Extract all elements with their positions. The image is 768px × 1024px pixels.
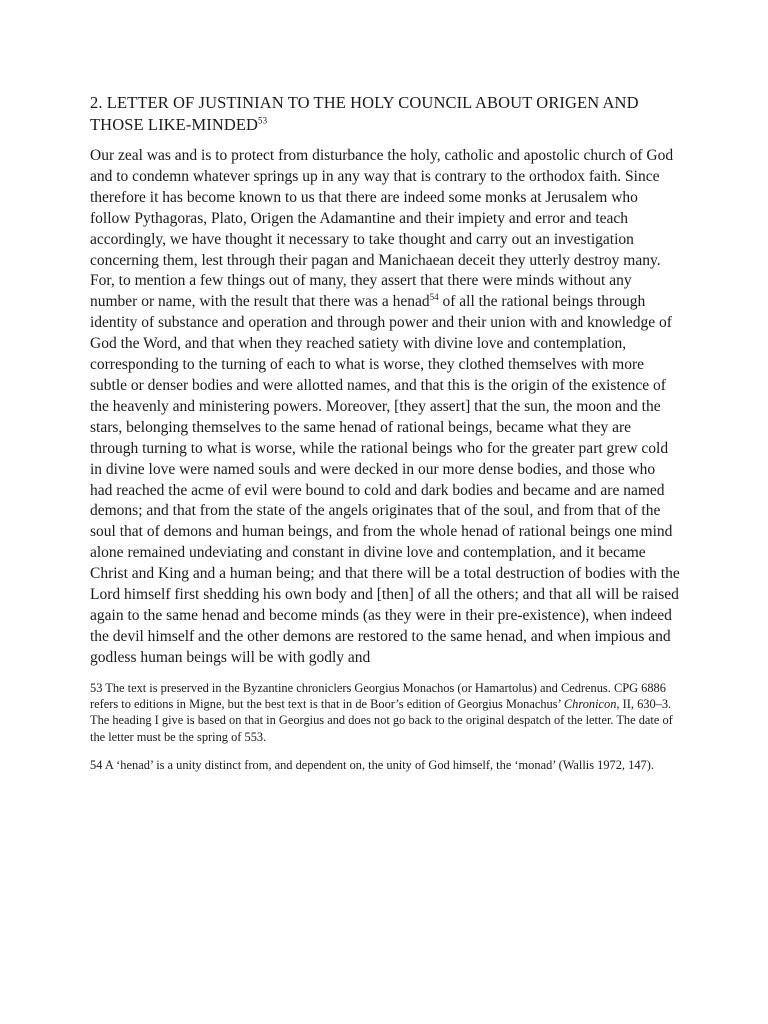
footnote-number: 54 [90,758,103,773]
footnote-text: A ‘henad’ is a unity distinct from, and dependent on, the unity of God himself, the ‘monad’ (Wallis 1972, 147). [104,758,654,773]
footnote-ref-53[interactable]: 53 [258,115,268,126]
body-text-part-2: of all the rational beings through identity of substance and operation and through power and their union with and knowledge of God the Word, and that when they reached satiety with divine love and contemplation, corresponding to the turning of each to what is worse, they clothed themselves with more subtle or denser bodies and were allotted names, and that this is the origin of the existence of the heavenly and ministering powers. Moreover, [they assert] that the sun, the moon and the stars, belonging themselves to the same henad of rational beings, became what they are through turning to what is worse, while the rational beings who for the greater part grew cold in divine love were named souls and were decked in our more dense bodies, and those who had reached the acme of evil were bound to cold and dark bodies and became and are named demons; and that from the state of the angels originates that of the soul, and from that of the soul that of demons and human beings, and from the whole henad of rational beings one mind alone remained undeviating and constant in divine love and contemplation, and it became Christ and King and a human being; and that there will be a total destruction of bodies with the Lord himself first shedding his own body and [then] of all the others; and that all will be raised again to the same henad and become minds (as they were in their pre-existence), when indeed the devil himself and the other demons are restored to the same henad, and when impious and godless human beings will be with godly and [90,293,680,666]
footnote-text: The text is preserved in the Byzantine chroniclers Georgius Monachos (or Hamartolus) and Cedrenus. CPG 6886 refers to editions in Migne, but the best text is that in de Boor’s edition of Georgius Monachus’ [90,680,666,712]
footnote-ref-54[interactable]: 54 [429,292,439,303]
footnote-italic-title: Chronicon [563,697,617,712]
body-paragraph [90,146,680,669]
footnote-number: 53 [90,680,103,695]
body-text-part-1: Our zeal was and is to protect from disturbance the holy, catholic and apostolic church of God and to condemn whatever springs up in any way that is contrary to the orthodox faith. Since therefore it has become known to us that there are indeed some monks at Jerusalem who follow Pythagoras, Plato, Origen the Adamantine and their impiety and error and teach accordingly, we have thought it necessary to take thought and carry out an investigation concerning them, lest through their pagan and Manichaean deceit they utterly destroy many. For, to mention a few things out of many, they assert that there were minds without any number or name, with the result that there was a henad [90,147,674,311]
footnote-text-continued: , II, 630–3. The heading I give is based on that in Georgius and does not go back to the original despatch of the letter. The date of the letter must be the spring of 553. [90,697,673,744]
footnote-54 [90,757,680,773]
section-heading [90,92,680,136]
footnote-53 [90,680,680,746]
heading-text: 2. LETTER OF JUSTINIAN TO THE HOLY COUNCIL ABOUT ORIGEN AND THOSE LIKE-MINDED [90,93,639,134]
document-page [90,92,680,774]
